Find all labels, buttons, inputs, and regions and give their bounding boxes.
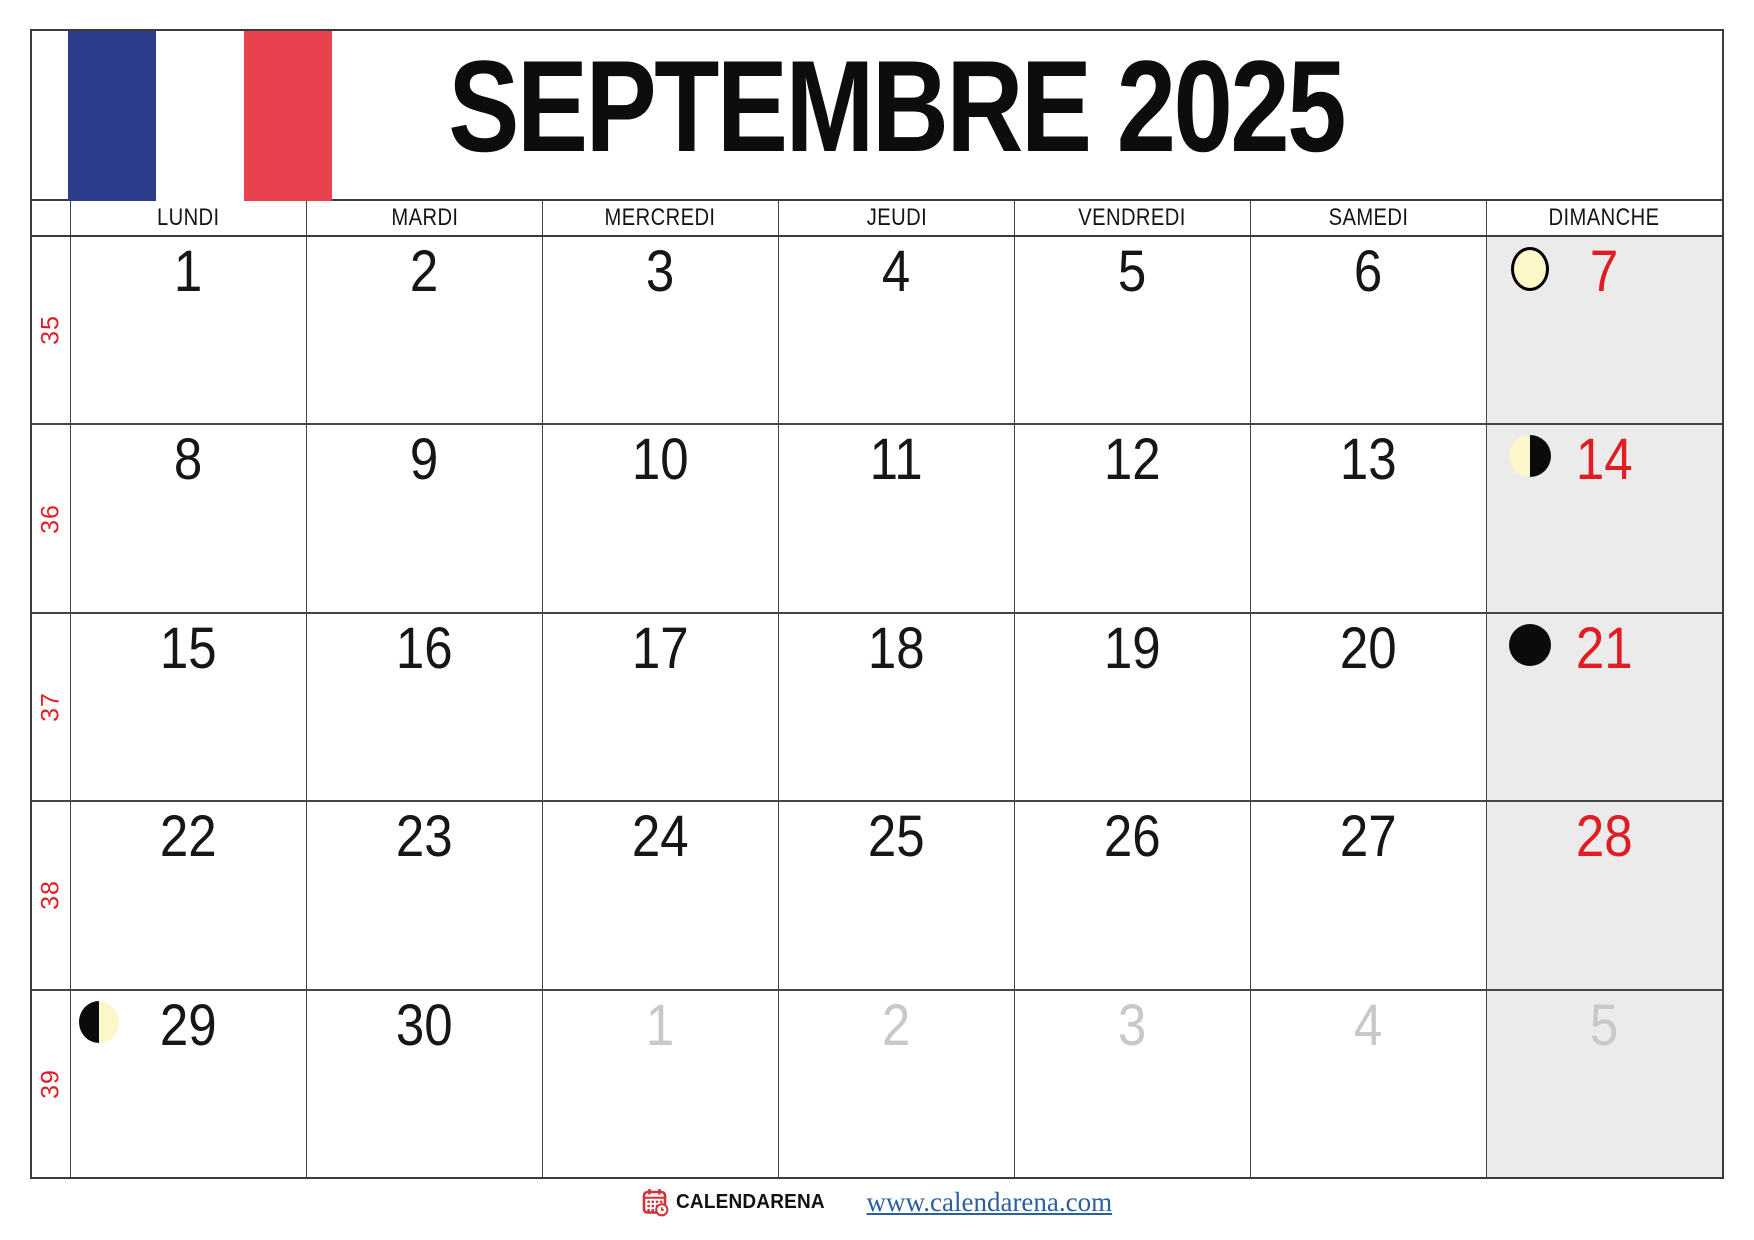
date-number: 21 — [1576, 615, 1633, 681]
weekday-header-dimanche: DIMANCHE — [1486, 201, 1722, 235]
date-number: 4 — [882, 239, 911, 304]
date-number: 12 — [1104, 427, 1161, 493]
date-number: 20 — [1340, 615, 1397, 681]
date-cell — [1014, 802, 1250, 988]
week-row — [32, 614, 1722, 802]
date-number: 10 — [632, 427, 689, 493]
week-row — [32, 991, 1722, 1177]
date-number: 19 — [1104, 615, 1161, 681]
week-row — [32, 237, 1722, 425]
date-cell — [1250, 425, 1486, 611]
date-cell — [70, 425, 306, 611]
date-number: 2 — [882, 992, 911, 1058]
date-number: 26 — [1104, 804, 1161, 870]
date-cell — [542, 991, 778, 1177]
weekday-header-mercredi: MERCREDI — [542, 201, 778, 235]
date-number: 7 — [1590, 239, 1619, 304]
date-cell — [1014, 991, 1250, 1177]
date-number: 3 — [646, 239, 675, 304]
date-number: 13 — [1340, 427, 1397, 493]
date-number: 4 — [1354, 992, 1383, 1058]
date-cell — [778, 991, 1014, 1177]
date-number: 1 — [646, 992, 675, 1058]
week-number-label: 39 — [36, 1068, 65, 1099]
brand-name: CALENDARENA — [675, 1190, 825, 1213]
weekday-header-mardi: MARDI — [306, 201, 542, 235]
month-title: SEPTEMBRE 2025 — [448, 33, 1344, 179]
date-cell — [306, 425, 542, 611]
date-cell — [1014, 425, 1250, 611]
date-number: 2 — [410, 239, 439, 304]
date-cell — [306, 614, 542, 800]
date-cell — [70, 614, 306, 800]
date-cell — [1486, 614, 1722, 800]
date-number: 5 — [1118, 239, 1147, 304]
first-quarter-moon-icon — [79, 1001, 119, 1043]
week-row — [32, 425, 1722, 613]
weekday-header-vendredi: VENDREDI — [1014, 201, 1250, 235]
date-cell — [1250, 802, 1486, 988]
date-cell — [1250, 991, 1486, 1177]
date-cell — [1250, 614, 1486, 800]
calendar-grid — [30, 29, 1724, 1179]
date-number: 24 — [632, 804, 689, 870]
date-cell — [70, 991, 306, 1177]
date-cell — [306, 991, 542, 1177]
week-number-cell — [32, 802, 70, 988]
week-number-label: 38 — [36, 880, 65, 911]
website-link[interactable]: www.calendarena.com — [866, 1186, 1113, 1217]
week-row — [32, 802, 1722, 990]
date-number: 9 — [410, 427, 439, 493]
date-cell — [306, 237, 542, 423]
date-cell — [306, 802, 542, 988]
week-number-cell — [32, 991, 70, 1177]
week-number-cell — [32, 614, 70, 800]
date-cell — [778, 237, 1014, 423]
weekday-header-row — [32, 201, 1722, 237]
date-number: 30 — [396, 992, 453, 1058]
date-cell — [70, 237, 306, 423]
date-number: 11 — [870, 427, 923, 493]
date-number: 29 — [160, 992, 217, 1058]
week-number-column-spacer — [32, 201, 70, 235]
date-cell — [1486, 237, 1722, 423]
date-cell — [1014, 614, 1250, 800]
date-cell — [542, 425, 778, 611]
date-cell — [70, 802, 306, 988]
date-cell — [778, 802, 1014, 988]
date-number: 16 — [396, 615, 453, 681]
weekday-header-samedi: SAMEDI — [1250, 201, 1486, 235]
date-cell — [778, 425, 1014, 611]
week-number-cell — [32, 425, 70, 611]
footer — [0, 1184, 1754, 1220]
date-number: 17 — [632, 615, 689, 681]
calendar-logo-icon — [642, 1188, 669, 1217]
week-number-label: 36 — [36, 503, 65, 534]
week-number-label: 35 — [36, 315, 65, 346]
date-number: 5 — [1590, 992, 1619, 1058]
weeks-container — [32, 237, 1722, 1177]
weekday-header-jeudi: JEUDI — [778, 201, 1014, 235]
full-moon-icon — [1511, 247, 1549, 291]
date-number: 28 — [1576, 804, 1633, 870]
new-moon-icon — [1509, 624, 1551, 666]
week-number-label: 37 — [36, 692, 65, 722]
date-cell — [778, 614, 1014, 800]
date-number: 6 — [1354, 239, 1383, 304]
date-number: 18 — [868, 615, 925, 681]
calendar-header — [32, 31, 1722, 201]
weekday-header-lundi: LUNDI — [70, 201, 306, 235]
date-number: 1 — [174, 239, 203, 304]
date-cell — [1250, 237, 1486, 423]
brand-logo — [642, 1188, 833, 1217]
date-number: 23 — [396, 804, 453, 870]
date-number: 25 — [868, 804, 925, 870]
date-cell — [542, 802, 778, 988]
date-number: 8 — [174, 427, 203, 493]
date-number: 14 — [1576, 427, 1633, 493]
date-number: 22 — [160, 804, 217, 870]
date-cell — [542, 237, 778, 423]
date-cell — [1486, 802, 1722, 988]
date-cell — [542, 614, 778, 800]
date-cell — [1486, 991, 1722, 1177]
last-quarter-moon-icon — [1509, 435, 1551, 477]
week-number-cell — [32, 237, 70, 423]
date-cell — [1014, 237, 1250, 423]
date-number: 3 — [1118, 992, 1147, 1058]
date-number: 27 — [1340, 804, 1397, 870]
date-number: 15 — [160, 615, 217, 681]
date-cell — [1486, 425, 1722, 611]
